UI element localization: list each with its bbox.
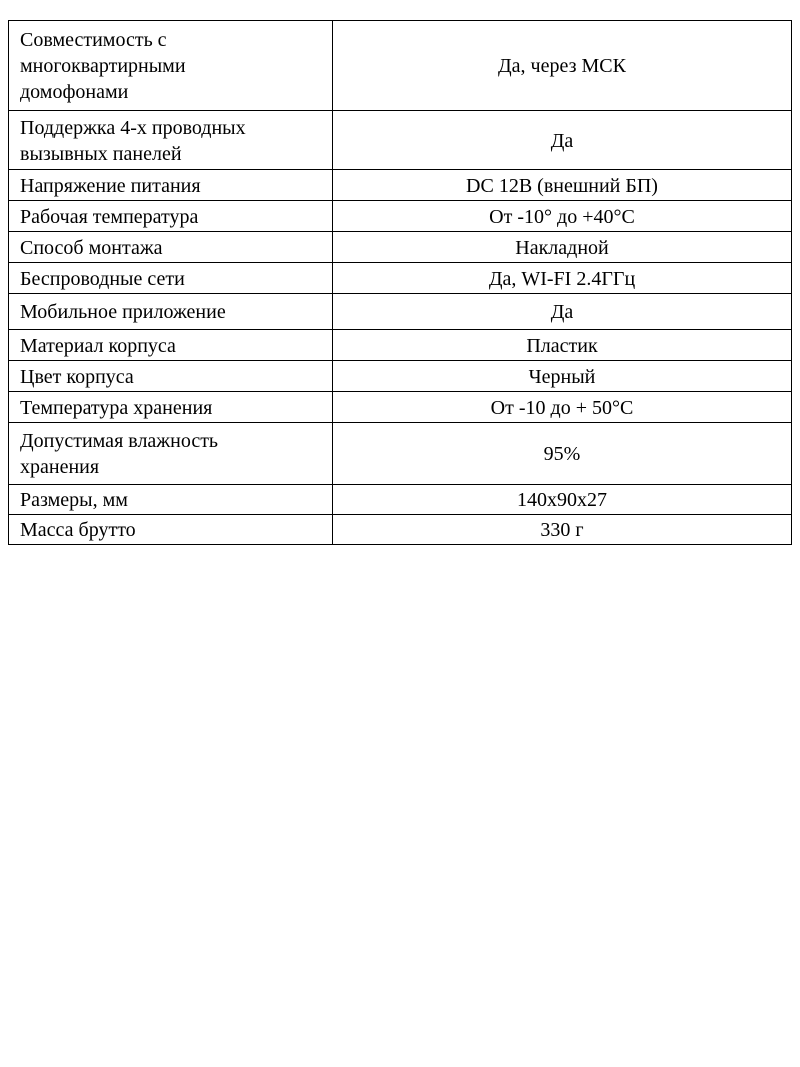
- table-row: [9, 294, 792, 330]
- table-row: [9, 232, 792, 263]
- spec-value: Да: [333, 111, 792, 170]
- spec-label: Допустимая влажность хранения: [9, 423, 333, 485]
- spec-value: 330 г: [333, 515, 792, 545]
- spec-label: Совместимость с многоквартирными домофонами: [9, 21, 333, 111]
- table-row: [9, 515, 792, 545]
- table-row: [9, 330, 792, 361]
- spec-label: Напряжение питания: [9, 170, 333, 201]
- spec-label: Мобильное приложение: [9, 294, 333, 330]
- spec-label: Поддержка 4-х проводных вызывных панелей: [9, 111, 333, 170]
- spec-label: Материал корпуса: [9, 330, 333, 361]
- table-row: [9, 111, 792, 170]
- spec-value: Накладной: [333, 232, 792, 263]
- spec-value: 140х90х27: [333, 485, 792, 515]
- spec-label: Беспроводные сети: [9, 263, 333, 294]
- spec-label: Рабочая температура: [9, 201, 333, 232]
- spec-value: От -10 до + 50°С: [333, 392, 792, 423]
- table-row: [9, 21, 792, 111]
- spec-label: Масса брутто: [9, 515, 333, 545]
- table-row: [9, 392, 792, 423]
- spec-value: Да, через МСК: [333, 21, 792, 111]
- spec-label: Температура хранения: [9, 392, 333, 423]
- table-row: [9, 170, 792, 201]
- table-row: [9, 201, 792, 232]
- spec-label: Цвет корпуса: [9, 361, 333, 392]
- spec-value: 95%: [333, 423, 792, 485]
- table-row: [9, 263, 792, 294]
- table-row: [9, 361, 792, 392]
- spec-value: Пластик: [333, 330, 792, 361]
- specifications-table: [8, 20, 792, 545]
- spec-value: DC 12В (внешний БП): [333, 170, 792, 201]
- spec-value: От -10° до +40°С: [333, 201, 792, 232]
- spec-value: Да: [333, 294, 792, 330]
- spec-label: Размеры, мм: [9, 485, 333, 515]
- table-row: [9, 485, 792, 515]
- spec-label: Способ монтажа: [9, 232, 333, 263]
- spec-value: Черный: [333, 361, 792, 392]
- table-row: [9, 423, 792, 485]
- spec-value: Да, WI-FI 2.4ГГц: [333, 263, 792, 294]
